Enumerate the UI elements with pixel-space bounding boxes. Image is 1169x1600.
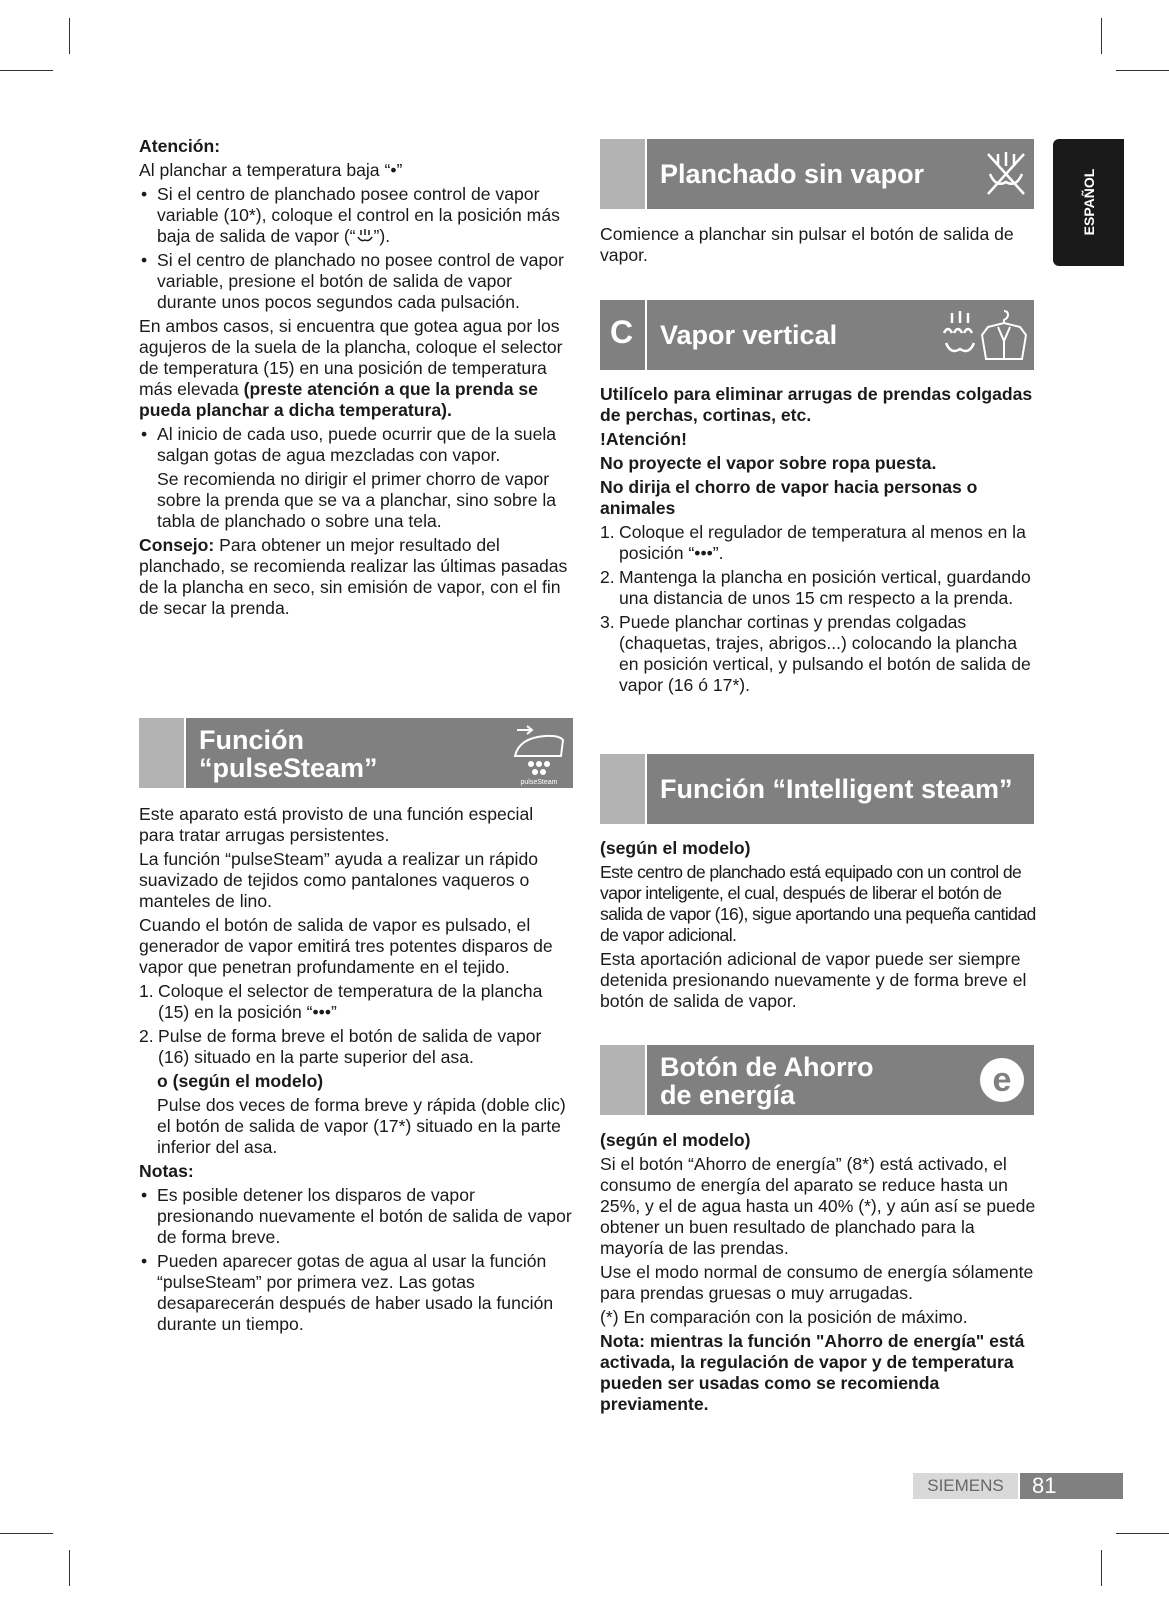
energy-saving-header [600,1045,1034,1115]
dry-ironing-header [600,139,1034,209]
step-text: Coloque el regulador de temperatura al menos en la posición “•••”. [619,522,1026,563]
first-use-continuation: Se recomienda no dirigir el primer chorro de vapor sobre la prenda que se va a planchar, sino sobre la tabla de planchado o sobre una tela. [157,469,557,531]
pulsesteam-step [139,981,573,1023]
crop-mark [69,18,70,54]
tip-label: Consejo: [139,535,215,555]
title-line: Función [199,725,304,755]
left-column [139,136,573,622]
vertical-steam-step [600,567,1034,609]
note-bullet: • Es posible detener los disparos de vapor presionando nuevamente el botón de salida de vapor de forma breve. [139,1185,573,1248]
vertical-steam-section [600,384,1034,699]
vertical-steam-header [600,300,1034,370]
step-text: Coloque el selector de temperatura de la plancha (15) en la posición “•••” [158,981,543,1022]
intelligent-steam-paragraph: Este centro de planchado está equipado con un control de vapor inteligente, el cual, después de liberar el botón de salida de vapor (16), sigue aportando una pequeña cantidad de vapor adicional. [600,862,1036,945]
dry-ironing-title: Planchado sin vapor [660,159,925,189]
vertical-steam-warning: No proyecte el vapor sobre ropa puesta. [600,453,937,473]
attention-bullet: • Si el centro de planchado no posee control de vapor variable, presione el botón de salida de vapor durante unos pocos segundos cada pulsación. [139,250,573,313]
vertical-steam-warning: No dirija el chorro de vapor hacia personas o animales [600,477,978,518]
attention-title: Atención: [139,136,221,156]
pulsesteam-icon [509,720,569,786]
note-bullet: • Pueden aparecer gotas de agua al usar la función “pulseSteam” por primera vez. Las gotas desaparecerán después de haber usado la función durante un tiempo. [139,1251,573,1335]
energy-saving-title [660,1053,873,1109]
bullet-text-end: ”). [373,226,391,246]
crop-mark [0,1533,53,1534]
step-number: 2. [600,567,615,587]
header-tab [139,718,184,788]
step-text: Pulse de forma breve el botón de salida de vapor (16) situado en la parte superior del asa. [158,1026,542,1067]
title-line: de energía [660,1080,796,1110]
step-text: Puede planchar cortinas y prendas colgadas (chaquetas, trajes, abrigos...) colocando la plancha en posición vertical, y pulsando el botón de salida de vapor (16 ó 17*). [619,612,1031,695]
step-number: 1. [600,522,615,542]
vertical-steam-title: Vapor vertical [660,320,838,350]
intelligent-steam-header [600,754,1034,824]
header-separator [645,754,647,824]
title-line: “pulseSteam” [199,753,378,783]
steam-low-icon [356,228,374,244]
header-tab [600,1045,645,1115]
intelligent-steam-model: (según el modelo) [600,838,751,858]
header-separator [645,139,647,209]
header-tab [600,139,645,209]
crop-mark [69,1550,70,1586]
crop-mark [1116,1533,1169,1534]
dry-ironing-section [600,224,1034,269]
eco-icon [977,1055,1027,1105]
intelligent-steam-title: Función “Intelligent steam” [660,774,1013,804]
attention-bullet [139,184,573,247]
tip-text: Para obtener un mejor resultado del planchado, se recomienda realizar las últimas pasadas de la plancha en seco, sin emisión de vapor, con el fin de secar la prenda. [139,535,568,618]
tip-paragraph [139,535,573,619]
eco-icon-letter: e [992,1061,1012,1099]
footer-brand: SIEMENS [913,1473,1018,1499]
energy-saving-note: Nota: mientras la función "Ahorro de energía" está activada, la regulación de vapor y de temperatura pueden ser usadas como se recomienda previamente. [600,1331,1025,1414]
vertical-steam-usage: Utilícelo para eliminar arrugas de prendas colgadas de perchas, cortinas, etc. [600,384,1033,425]
pulsesteam-paragraph: La función “pulseSteam” ayuda a realizar un rápido suavizado de tejidos como pantalones vaqueros o manteles de lino. [139,849,539,911]
pulsesteam-title [199,726,378,782]
vertical-steam-step [600,522,1034,564]
no-steam-icon [984,150,1028,198]
vertical-steam-step [600,612,1034,696]
energy-saving-paragraph: Si el botón “Ahorro de energía” (8*) está activado, el consumo de energía del aparato se reduce hasta un 25%, y el de agua hasta un 40% (*), y aún así se puede obtener un buen resultado de planchado para la mayoría de las prendas. [600,1154,1036,1258]
header-separator [645,1045,647,1115]
language-tab [1053,139,1124,266]
intelligent-steam-section [600,838,1040,1015]
vertical-steam-attention: !Atención! [600,429,687,449]
bullet-text: Si el centro de planchado posee control de vapor variable (10*), coloque el control en la posición más baja de salida de vapor (“ [157,184,560,246]
language-tab-label: ESPAÑOL [1081,168,1097,236]
pulsesteam-icon-label: pulseSteam [520,779,558,786]
crop-mark [1116,70,1169,71]
notes-title: Notas: [139,1161,194,1181]
pulsesteam-or-model: o (según el modelo) [157,1071,324,1091]
energy-saving-section [600,1130,1040,1418]
step-text: Mantenga la plancha en posición vertical, guardando una distancia de unos 15 cm respecto a la prenda. [619,567,1031,608]
header-separator [645,300,647,370]
header-tab [600,754,645,824]
dry-ironing-text: Comience a planchar sin pulsar el botón de salida de vapor. [600,224,1014,265]
crop-mark [1101,18,1102,54]
vertical-steam-icon [938,307,1030,363]
attention-intro: Al planchar a temperatura baja “•” [139,160,403,180]
section-letter: C [610,314,634,350]
pulsesteam-section [139,804,573,1338]
header-separator [184,718,186,788]
pulsesteam-header [139,718,573,788]
crop-mark [0,70,53,71]
pulsesteam-paragraph: Este aparato está provisto de una función especial para tratar arrugas persistentes. [139,804,534,845]
crop-mark [1101,1550,1102,1586]
step-number: 2. [139,1026,154,1046]
pulsesteam-paragraph: Cuando el botón de salida de vapor es pulsado, el generador de vapor emitirá tres potentes disparos de vapor que penetran profundamente en el tejido. [139,915,553,977]
page-number: 81 [1020,1473,1123,1499]
paragraph-bold-text: (preste atención a que la prenda se pueda planchar a dicha temperatura). [139,379,538,420]
pulsesteam-or-text: Pulse dos veces de forma breve y rápida (doble clic) el botón de salida de vapor (17*) situado en la parte inferior del asa. [157,1095,566,1157]
energy-saving-footnote: (*) En comparación con la posición de máximo. [600,1307,968,1327]
paragraph-text: En ambos casos, si encuentra que gotea agua por los agujeros de la suela de la plancha, coloque el selector de temperatura (15) en una posición de temperatura más elevada [139,316,563,399]
energy-saving-model: (según el modelo) [600,1130,751,1150]
both-cases-paragraph [139,316,573,421]
first-use-bullet: • Al inicio de cada uso, puede ocurrir que de la suela salgan gotas de agua mezcladas con vapor. [139,424,573,466]
step-number: 3. [600,612,615,632]
intelligent-steam-paragraph: Esta aportación adicional de vapor puede ser siempre detenida presionando nuevamente y de forma breve el botón de salida de vapor. [600,949,1027,1011]
pulsesteam-step [139,1026,573,1068]
title-line: Botón de Ahorro [660,1052,874,1082]
header-tab [600,300,645,370]
step-number: 1. [139,981,154,1001]
energy-saving-paragraph: Use el modo normal de consumo de energía sólamente para prendas gruesas o muy arrugadas. [600,1262,1034,1303]
